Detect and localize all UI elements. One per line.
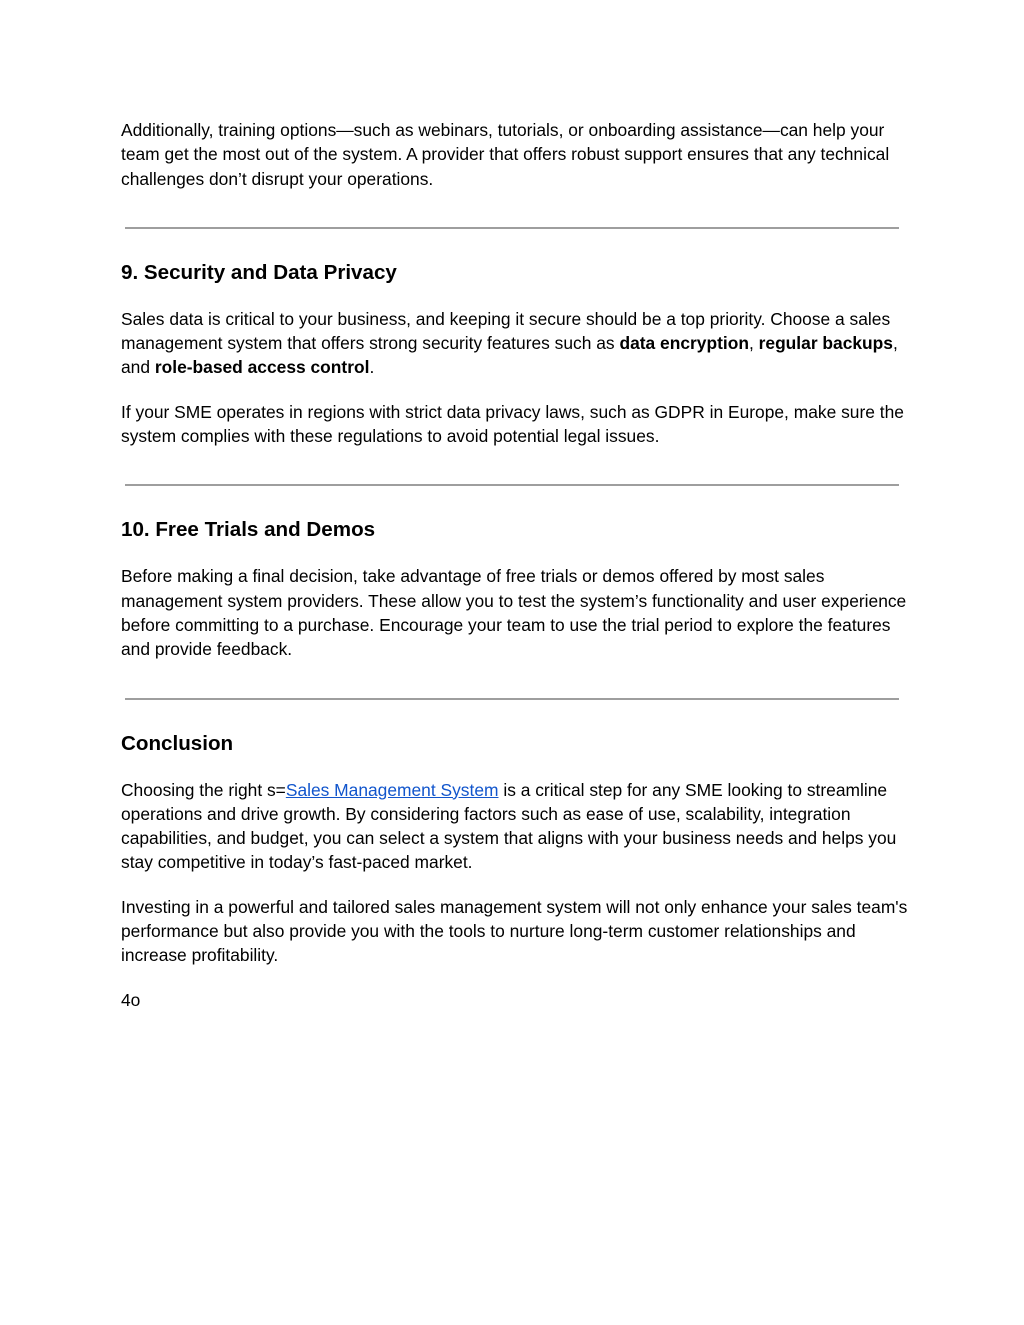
conclusion-text: is a critical step for any SME looking to streamline operations and drive growth. By considering factors such as ease of use, scalability, integration capabilities, and budget, you can select a system that aligns with your business needs and helps you stay competitive in today’s fast-paced market. [121, 779, 897, 873]
security-text: . [369, 357, 375, 378]
conclusion-text: Choosing the right s= [121, 779, 286, 800]
privacy-paragraph: If your SME operates in regions with strict data privacy laws, such as GDPR in Europe, make sure the system complies with these regulations to avoid potential legal issues. [121, 401, 904, 447]
footer-note: 4o [121, 989, 141, 1010]
security-text: , [748, 333, 759, 354]
intro-paragraph: Additionally, training options—such as webinars, tutorials, or onboarding assistance—can help your team get the most out of the system. A provider that offers robust support ensures that any technical challenges don’t disrupt your operations. [121, 120, 890, 189]
section-heading-trials: 10. Free Trials and Demos [121, 518, 376, 542]
security-text: , and [121, 333, 898, 378]
sales-management-system-link[interactable]: Sales Management System [285, 779, 499, 800]
security-paragraph [121, 307, 911, 380]
bold-regular-backups: regular backups [758, 333, 893, 354]
section-divider [125, 698, 899, 700]
bold-role-based-access: role-based access control [154, 357, 370, 378]
section-heading-conclusion: Conclusion [121, 731, 234, 755]
section-divider [125, 484, 899, 486]
section-divider [125, 227, 899, 229]
section-heading-security: 9. Security and Data Privacy [121, 260, 397, 284]
conclusion-paragraph [121, 778, 911, 875]
trials-paragraph: Before making a final decision, take advantage of free trials or demos offered by most sales management system providers. These allow you to test the system’s functionality and user experience before committing to a purchase. Encourage your team to use the trial period to explore the features and provide feedback. [121, 566, 907, 660]
bold-data-encryption: data encryption [619, 333, 749, 354]
investing-paragraph: Investing in a powerful and tailored sales management system will not only enhance your sales team's performance but also provide you with the tools to nurture long-term customer relationships and increase profitability. [121, 896, 908, 966]
security-text: Sales data is critical to your business, and keeping it secure should be a top priority. Choose a sales management system that offers strong security features such as [121, 308, 891, 354]
document-page [121, 118, 911, 1012]
